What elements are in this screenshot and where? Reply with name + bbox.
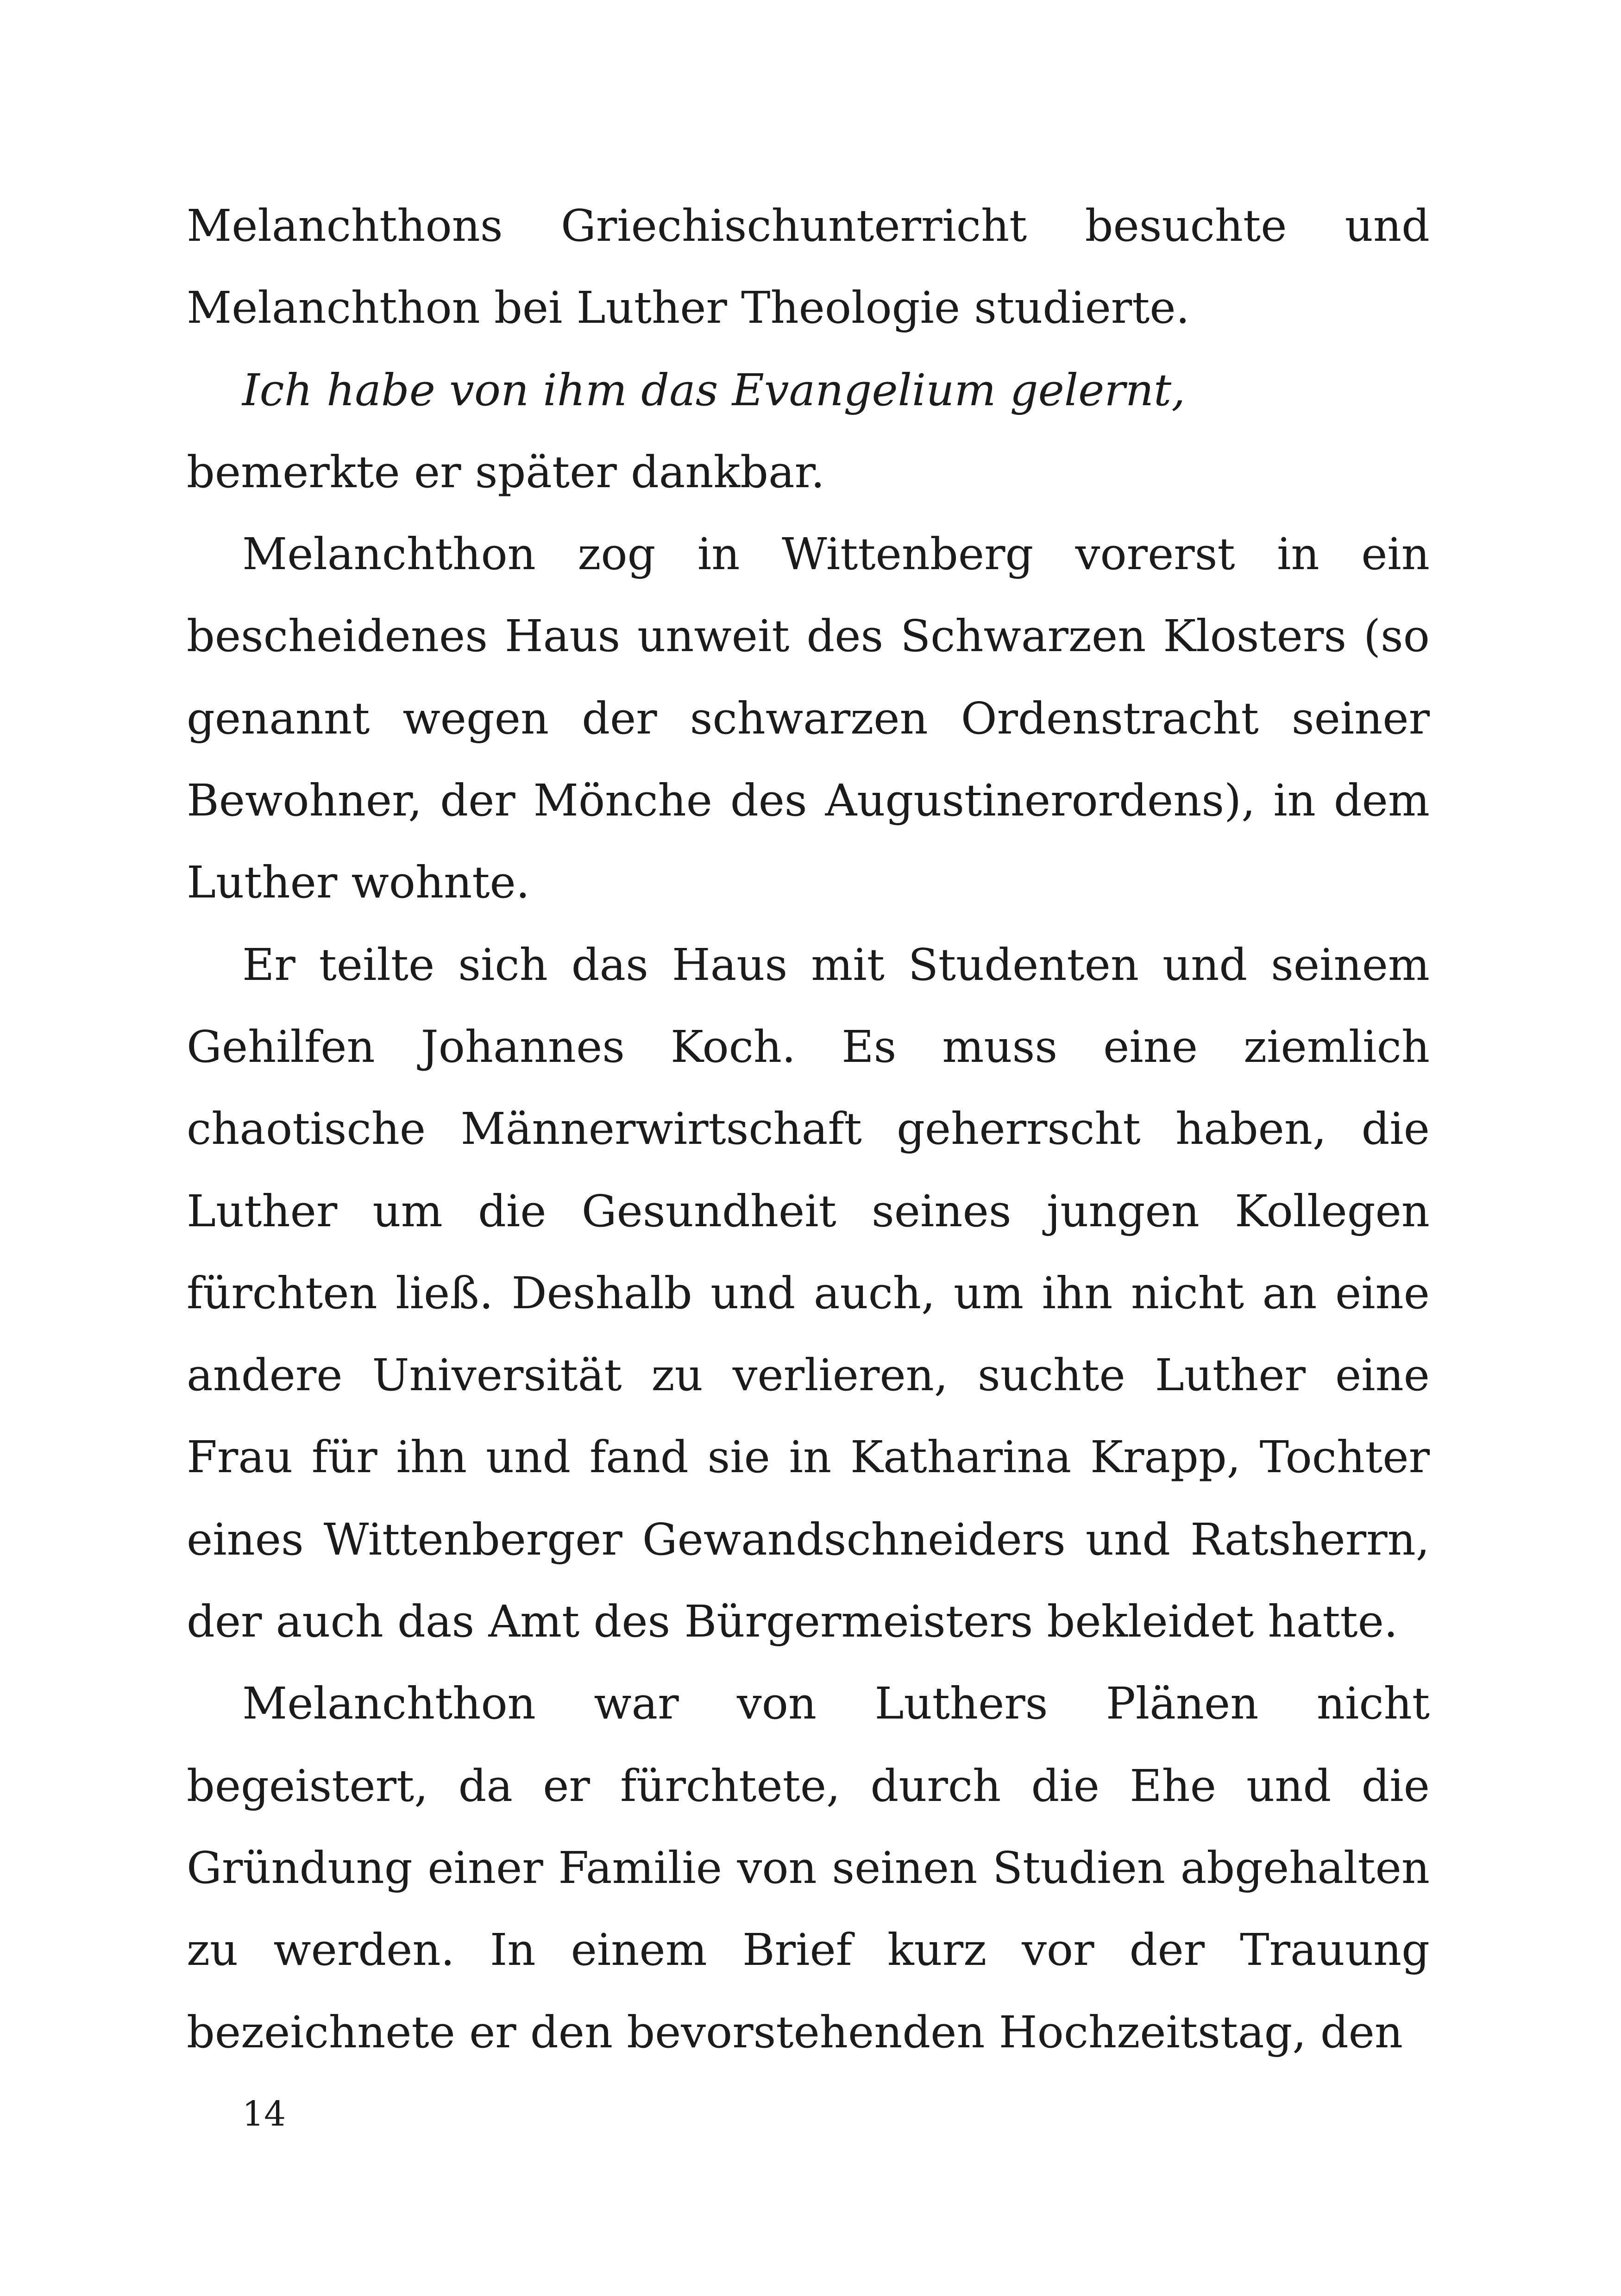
paragraph-wittenberg-house: Melanchthon zog in Wittenberg vorerst in ein bescheidenes Haus unweit des Schwarzen Klosters (so genannt wegen der schwarzen Ordenstracht seiner Bewohner, der Mönche des Augustinerordens), in dem Luther wohnte. [187,529,1430,909]
paragraph-quote-remark: bemerkte er später dankbar. [187,446,825,498]
paragraph-marriage-plans: Melanchthon war von Luthers Plänen nicht begeistert, da er fürchtete, durch die Ehe und die Gründung einer Familie von seinen Studien abgehalten zu werden. In einem Brief kurz vor der Trauung bezeichnete er den bevorstehenden Hochzeitstag, den [187,1678,1430,2058]
paragraph-household: Er teilte sich das Haus mit Studenten und seinem Gehilfen Johannes Koch. Es muss eine ziemlich chaotische Männerwirtschaft geherrscht haben, die Luther um die Gesundheit seines jungen Kollegen fürchten ließ. Deshalb und auch, um ihn nicht an eine andere Universität zu verlieren, suchte Luther eine Frau für ihn und fand sie in Katharina Krapp, Tochter eines Wittenberger Gewandschneiders und Ratsherrn, der auch das Amt des Bürgermeisters bekleidet hatte. [187,939,1430,1648]
paragraph-continuation: Melanchthons Griechischunterricht besuchte und Melanchthon bei Luther Theologie studierte. [187,201,1430,334]
body-text [187,185,1430,2074]
page-number: 14 [242,2094,286,2134]
quotation: Ich habe von ihm das Evangelium gelernt, [242,364,1186,416]
